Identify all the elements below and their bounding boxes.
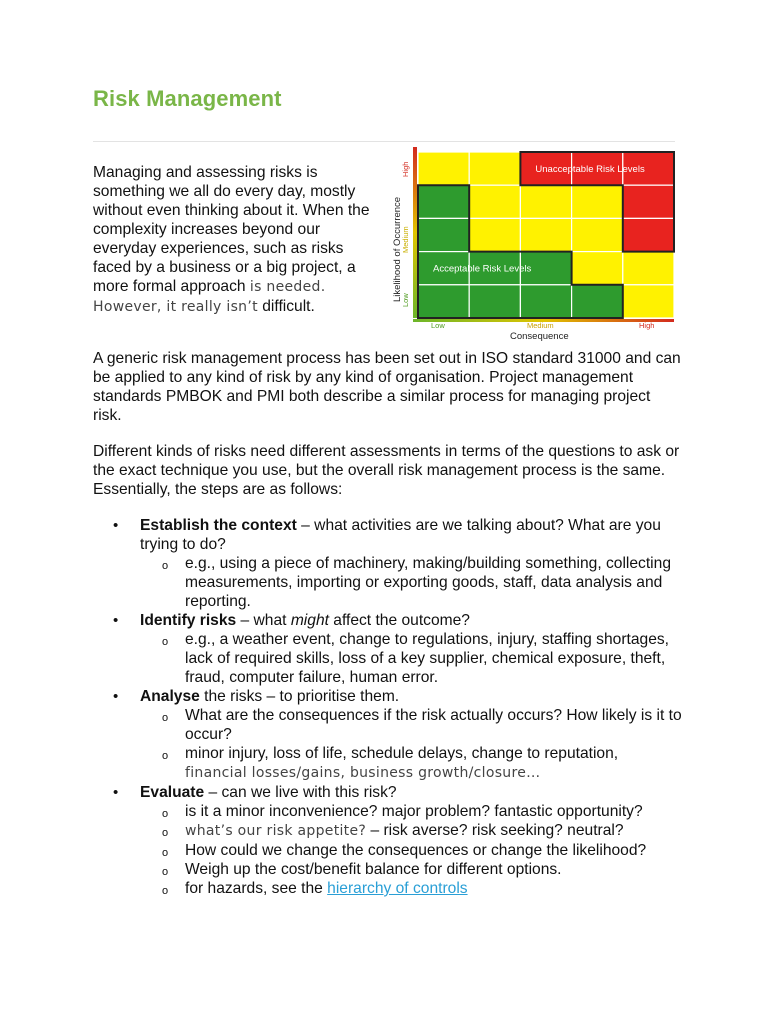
sub-item	[140, 879, 683, 898]
assessment-paragraph: Different kinds of risks need different assessments in terms of the questions to ask or the exact technique you use, but the overall risk management process is the same. Essentially, the steps are as follows:	[93, 443, 680, 498]
sub-item-text-light: what’s our risk appetite?	[185, 823, 367, 839]
step-text: – what activities are we talking about? What are you trying to do?	[140, 517, 661, 553]
risk-matrix	[385, 147, 680, 347]
step-term: Establish the context	[140, 517, 297, 534]
matrix-cell	[623, 252, 674, 285]
sub-list	[140, 802, 683, 898]
matrix-cell	[572, 252, 623, 285]
step-emphasis: might	[290, 612, 329, 629]
sub-item: o e.g., using a piece of machinery, making/building something, collecting measurements, importing or exporting goods, staff, data analysis and reporting.	[140, 554, 683, 611]
sub-item-text: minor injury, loss of life, schedule delays, change to reputation,	[185, 745, 619, 762]
sub-list	[140, 630, 683, 687]
step-term: Identify risks	[140, 612, 237, 629]
matrix-unacceptable-label: Unacceptable Risk Levels	[535, 164, 645, 175]
matrix-cells	[413, 147, 674, 322]
sub-list	[140, 554, 683, 611]
step-text: affect the outcome?	[328, 612, 470, 629]
sub-item: o Weigh up the cost/benefit balance for different options.	[140, 860, 683, 879]
matrix-cell	[469, 185, 520, 218]
sub-list	[140, 706, 683, 783]
sub-item: o e.g., a weather event, change to regulations, injury, staffing shortages, lack of required skills, loss of a key supplier, chemical exposure, theft, fraud, computer failure, human error.	[140, 630, 683, 687]
matrix-cell	[469, 218, 520, 251]
step-evaluate	[113, 783, 683, 898]
matrix-x-tick-low: Low	[431, 321, 445, 330]
matrix-cell	[469, 285, 520, 318]
matrix-cell	[418, 218, 469, 251]
page-title: Risk Management	[93, 86, 282, 111]
matrix-x-tick-medium: Medium	[527, 321, 554, 330]
matrix-x-axis-label: Consequence	[510, 331, 569, 342]
intro-text: Managing and assessing risks is something we all do every day, mostly without even thinking about it. When the complexity increases beyond our everyday experiences, such as risks faced by a business or a big project, a more formal approach	[93, 164, 370, 295]
matrix-cell	[623, 185, 674, 218]
matrix-x-tick-high: High	[639, 321, 655, 330]
matrix-cell	[520, 218, 571, 251]
matrix-cell	[572, 285, 623, 318]
matrix-y-axis-label: Likelihood of Occurrence	[392, 196, 403, 302]
step-text: – can we live with this risk?	[204, 784, 397, 801]
matrix-y-tick-medium: Medium	[401, 226, 410, 253]
matrix-cell	[572, 218, 623, 251]
matrix-cell	[623, 285, 674, 318]
sub-item-text: for hazards, see the	[185, 880, 323, 897]
sub-item-text: – risk averse? risk seeking? neutral?	[366, 822, 624, 839]
step-analyse	[113, 687, 683, 783]
step-establish-context	[113, 516, 683, 611]
matrix-cell	[520, 285, 571, 318]
step-text: the risks – to prioritise them.	[199, 688, 400, 705]
sub-item: o How could we change the consequences or change the likelihood?	[140, 841, 683, 860]
matrix-y-axis-bar	[413, 147, 417, 318]
hierarchy-of-controls-link[interactable]: hierarchy of controls	[327, 880, 468, 897]
matrix-cell	[418, 185, 469, 218]
title-divider	[93, 141, 675, 142]
step-identify-risks	[113, 611, 683, 687]
sub-item: o is it a minor inconvenience? major problem? fantastic opportunity?	[140, 802, 683, 821]
matrix-cell	[572, 185, 623, 218]
matrix-cell	[469, 152, 520, 185]
step-term: Evaluate	[140, 784, 205, 801]
matrix-acceptable-label: Acceptable Risk Levels	[433, 263, 532, 275]
intro-paragraph	[93, 163, 385, 317]
steps-list	[113, 516, 683, 898]
matrix-cell	[623, 218, 674, 251]
sub-item: o What are the consequences if the risk actually occurs? How likely is it to occur?	[140, 706, 683, 744]
sub-item	[140, 744, 683, 783]
step-term: Analyse	[140, 688, 200, 705]
sub-item-text-light: financial losses/gains, business growth/closure…	[185, 765, 541, 781]
intro-tail-text: difficult.	[262, 298, 315, 315]
step-text: – what	[236, 612, 291, 629]
intro-light-text: is needed. However, it really isn’t	[93, 279, 326, 315]
sub-item	[140, 821, 683, 841]
iso-paragraph: A generic risk management process has been set out in ISO standard 31000 and can be applied to any kind of risk by any kind of organisation. Project management standards PMBOK and PMI both describe a similar process for managing project risk.	[93, 350, 681, 424]
matrix-cell	[418, 152, 469, 185]
matrix-cell	[418, 285, 469, 318]
matrix-cell	[520, 185, 571, 218]
matrix-y-tick-low: Low	[401, 293, 410, 307]
matrix-y-tick-high: High	[401, 161, 410, 177]
